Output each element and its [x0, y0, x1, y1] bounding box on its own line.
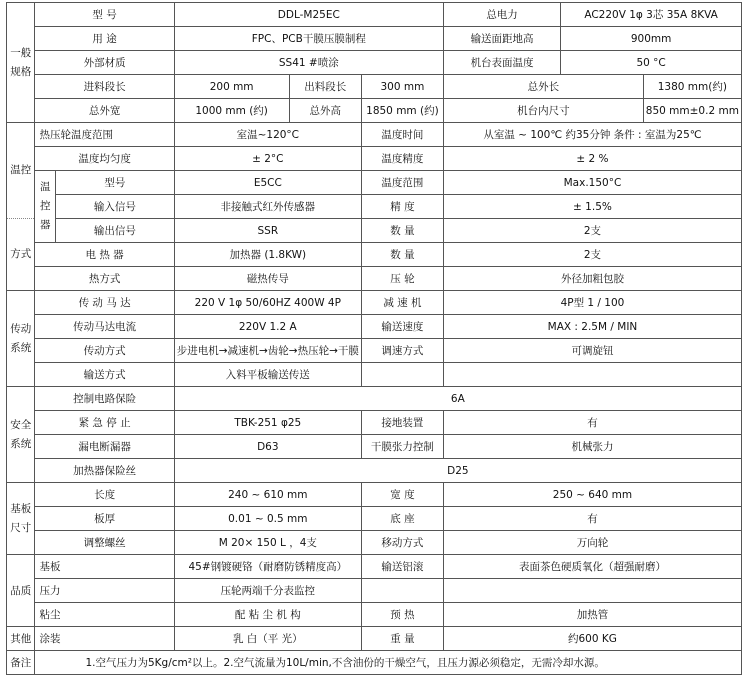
section-method-label: 方式	[7, 219, 35, 291]
value-preheat: 加热管	[443, 603, 741, 627]
value-inner-size: 850 mm±0.2 mm	[643, 99, 741, 123]
value-sensor-qty: 2支	[443, 219, 741, 243]
value-usage: FPC、PCB干膜压膜制程	[174, 27, 443, 51]
safety-row-fuse	[7, 387, 742, 411]
value-move-method: 万向轮	[443, 531, 741, 555]
value-total-length: 1380 mm(约)	[643, 75, 741, 99]
value-weight: 约600 KG	[443, 627, 741, 651]
spec-sheet-table	[6, 2, 742, 675]
label-board-width: 宽 度	[361, 483, 443, 507]
value-substrate: 45#钢镀硬铬（耐磨防锈精度高）	[174, 555, 361, 579]
label-heater-fuse: 加热器保险丝	[35, 459, 174, 483]
label-aluminum-roller: 输送铝滚	[361, 555, 443, 579]
value-speed-control: 可调旋钮	[443, 339, 741, 363]
value-drive-motor: 220 V 1φ 50/60HZ 400W 4P	[174, 291, 361, 315]
label-emergency-stop: 紧 急 停 止	[35, 411, 174, 435]
label-material: 外部材质	[35, 51, 174, 75]
value-conveying-method: 入料平板输送传送	[174, 363, 361, 387]
value-outfeed-length: 300 mm	[361, 75, 443, 99]
label-dust: 粘尘	[35, 603, 174, 627]
drive-row-method	[7, 339, 742, 363]
value-total-width: 1000 mm (约)	[174, 99, 289, 123]
value-model: DDL-M25EC	[174, 3, 443, 27]
section-base-label: 基板尺寸	[7, 483, 35, 555]
value-output-signal: SSR	[174, 219, 361, 243]
label-infeed-length: 进料段长	[35, 75, 174, 99]
label-heat-time: 温度时间	[361, 123, 443, 147]
value-emergency-stop: TBK-251 φ25	[174, 411, 361, 435]
value-roller-temp-range: 室温~120°C	[174, 123, 361, 147]
label-leakage-breaker: 漏电断漏器	[35, 435, 174, 459]
label-film-tension: 干膜张力控制	[361, 435, 443, 459]
value-press-roller: 外径加粗包胶	[443, 267, 741, 291]
label-temp-precision: 温度精度	[361, 147, 443, 171]
label-drive-motor: 传 动 马 达	[35, 291, 174, 315]
other-row-coating	[7, 627, 742, 651]
label-temp-uniformity: 温度均匀度	[35, 147, 174, 171]
temp-row-uniformity	[7, 147, 742, 171]
temp-row-controller-model	[7, 171, 742, 195]
label-pressure: 压力	[35, 579, 174, 603]
label-total-power: 总电力	[443, 3, 560, 27]
drive-row-conveying	[7, 363, 742, 387]
label-controller-model: 型号	[56, 171, 175, 195]
label-sensor-qty: 数 量	[361, 219, 443, 243]
section-quality-label: 品质	[7, 555, 35, 627]
label-total-length: 总外长	[443, 75, 643, 99]
label-surface-temp: 机台表面温度	[443, 51, 560, 75]
value-heating-method: 磁热传导	[174, 267, 361, 291]
label-conveyor-speed: 输送速度	[361, 315, 443, 339]
value-aluminum-roller: 表面茶色硬质氧化（超强耐磨）	[443, 555, 741, 579]
value-surface-temp: 50 °C	[561, 51, 742, 75]
label-weight: 重 量	[361, 627, 443, 651]
remarks-row	[7, 651, 742, 675]
label-base-stand: 底 座	[361, 507, 443, 531]
label-press-roller: 压 轮	[361, 267, 443, 291]
label-heater: 电 热 器	[35, 243, 174, 267]
temp-row-heating-method	[7, 267, 742, 291]
value-adjust-screws: M 20× 150 L ，4支	[174, 531, 361, 555]
label-outfeed-length: 出料段长	[289, 75, 361, 99]
value-temp-uniformity: ± 2°C	[174, 147, 361, 171]
label-preheat: 预 热	[361, 603, 443, 627]
value-drive-method: 步进电机→减速机→齿轮→热压轮→干膜	[174, 339, 361, 363]
value-material: SS41 #喷涂	[174, 51, 443, 75]
label-board-thickness: 板厚	[35, 507, 174, 531]
value-coating: 乳 白（平 光）	[174, 627, 361, 651]
label-coating: 涂装	[35, 627, 174, 651]
label-roller-temp-range: 热压轮温度范围	[35, 123, 174, 147]
label-heater-qty: 数 量	[361, 243, 443, 267]
value-heat-time: 从室温 ~ 100℃ 约35分钟 条件 : 室温为25℃	[443, 123, 741, 147]
label-conveyor-height: 输送面距地高	[443, 27, 560, 51]
label-reducer: 减 速 机	[361, 291, 443, 315]
label-board-length: 长度	[35, 483, 174, 507]
value-heater-fuse: D25	[174, 459, 741, 483]
value-leakage-breaker: D63	[174, 435, 361, 459]
quality-row-pressure	[7, 579, 742, 603]
label-total-height: 总外高	[289, 99, 361, 123]
temp-row-output-signal	[7, 219, 742, 243]
value-accuracy: ± 1.5%	[443, 195, 741, 219]
label-adjust-screws: 调整螺丝	[35, 531, 174, 555]
general-row-model	[7, 3, 742, 27]
label-inner-size: 机台内尺寸	[443, 99, 643, 123]
value-total-height: 1850 mm (约)	[361, 99, 443, 123]
value-board-width: 250 ~ 640 mm	[443, 483, 741, 507]
base-row-thickness	[7, 507, 742, 531]
label-move-method: 移动方式	[361, 531, 443, 555]
safety-row-heater-fuse	[7, 459, 742, 483]
label-grounding: 接地装置	[361, 411, 443, 435]
label-conveying-method: 输送方式	[35, 363, 174, 387]
section-safety-label: 安全系统	[7, 387, 35, 483]
label-heating-method: 热方式	[35, 267, 174, 291]
remarks-text: 1.空气压力为5Kg/cm²以上。2.空气流量为10L/min,不含油份的干燥空气，且压力源必须稳定，无需冷却水源。	[35, 651, 742, 675]
value-infeed-length: 200 mm	[174, 75, 289, 99]
label-model: 型 号	[35, 3, 174, 27]
label-drive-method: 传动方式	[35, 339, 174, 363]
value-conveyor-height: 900mm	[561, 27, 742, 51]
value-motor-current: 220V 1.2 A	[174, 315, 361, 339]
value-input-signal: 非接触式红外传感器	[174, 195, 361, 219]
value-board-length: 240 ~ 610 mm	[174, 483, 361, 507]
general-row-lengths	[7, 75, 742, 99]
label-accuracy: 精 度	[361, 195, 443, 219]
label-substrate: 基板	[35, 555, 174, 579]
temp-row-input-signal	[7, 195, 742, 219]
quality-row-substrate	[7, 555, 742, 579]
quality-row-dust	[7, 603, 742, 627]
label-input-signal: 输入信号	[56, 195, 175, 219]
label-motor-current: 传动马达电流	[35, 315, 174, 339]
temp-row-heater	[7, 243, 742, 267]
value-temp-precision: ± 2 %	[443, 147, 741, 171]
label-speed-control: 调速方式	[361, 339, 443, 363]
value-base-stand: 有	[443, 507, 741, 531]
drive-row-current	[7, 315, 742, 339]
section-drive-label: 传动系统	[7, 291, 35, 387]
value-heater-qty: 2支	[443, 243, 741, 267]
section-other-label: 其他	[7, 627, 35, 651]
value-dust: 配 粘 尘 机 构	[174, 603, 361, 627]
temp-row-range	[7, 123, 742, 147]
label-usage: 用 途	[35, 27, 174, 51]
base-row-length	[7, 483, 742, 507]
general-row-dimensions	[7, 99, 742, 123]
value-controller-range: Max.150°C	[443, 171, 741, 195]
value-controller-model: E5CC	[174, 171, 361, 195]
label-controller-range: 温度范围	[361, 171, 443, 195]
label-total-width: 总外宽	[35, 99, 174, 123]
value-pressure: 压轮两端千分表监控	[174, 579, 361, 603]
value-grounding: 有	[443, 411, 741, 435]
value-board-thickness: 0.01 ~ 0.5 mm	[174, 507, 361, 531]
section-remarks-label: 备注	[7, 651, 35, 675]
value-heater: 加热器 (1.8KW)	[174, 243, 361, 267]
value-conveyor-speed: MAX : 2.5M / MIN	[443, 315, 741, 339]
general-row-material	[7, 51, 742, 75]
value-total-power: AC220V 1φ 3芯 35A 8KVA	[561, 3, 742, 27]
safety-row-estop	[7, 411, 742, 435]
section-general-label: 一般规格	[7, 3, 35, 123]
temp-controller-label: 温控器	[35, 171, 56, 243]
value-control-fuse: 6A	[174, 387, 741, 411]
label-output-signal: 输出信号	[56, 219, 175, 243]
safety-row-breaker	[7, 435, 742, 459]
value-film-tension: 机械张力	[443, 435, 741, 459]
label-control-fuse: 控制电路保险	[35, 387, 174, 411]
base-row-screws	[7, 531, 742, 555]
drive-row-motor	[7, 291, 742, 315]
section-temp-label: 温控	[7, 123, 35, 219]
value-reducer: 4P型 1 / 100	[443, 291, 741, 315]
general-row-usage	[7, 27, 742, 51]
